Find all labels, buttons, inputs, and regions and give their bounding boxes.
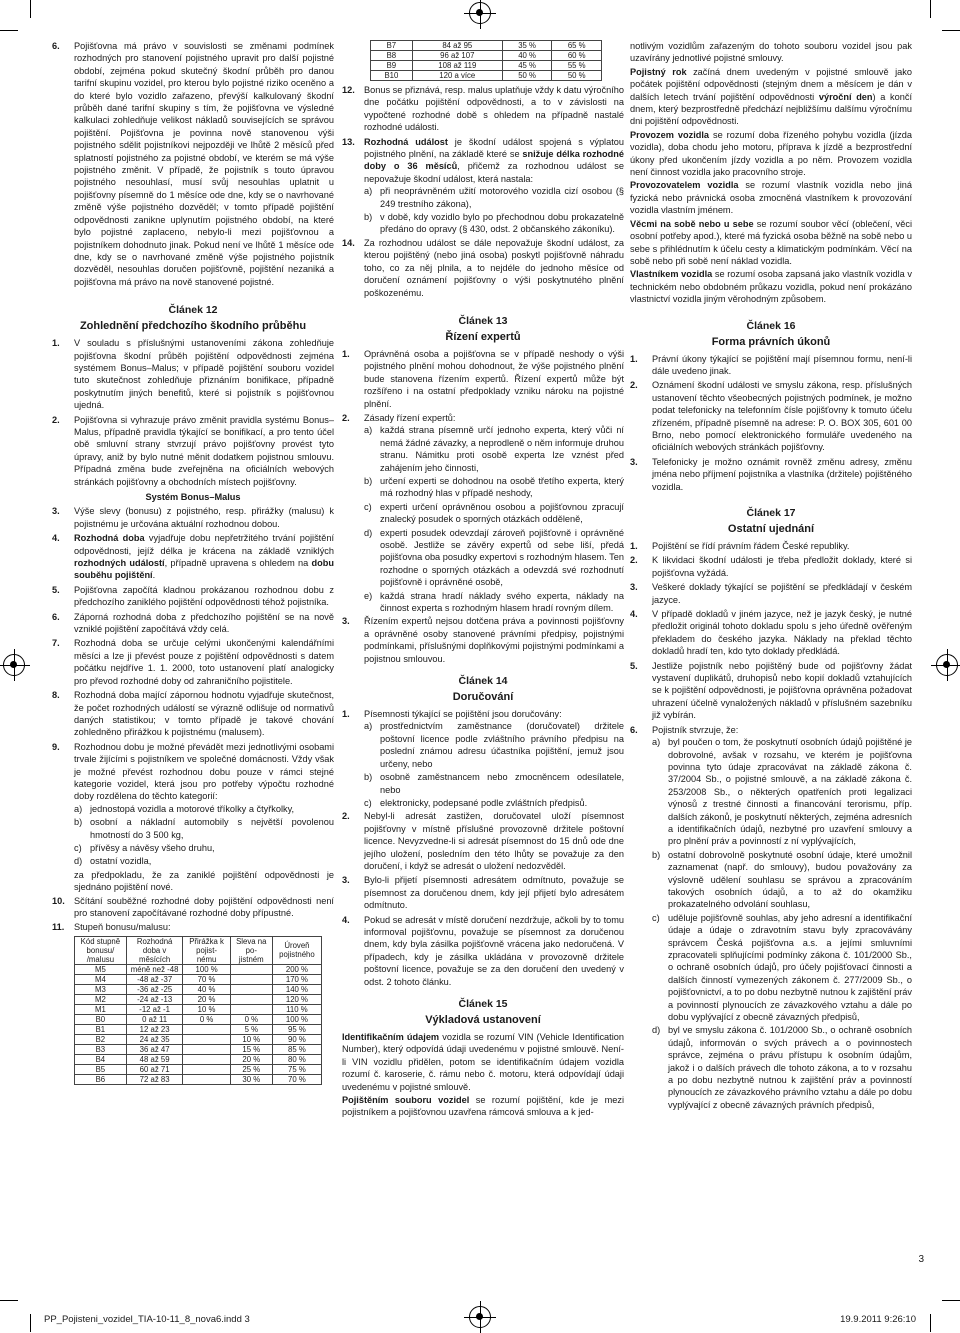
table-cell: 170 % xyxy=(272,974,321,984)
table-cell: 120 % xyxy=(272,994,321,1004)
list-item-marker: c) xyxy=(74,842,82,853)
paragraph: 2. Nebyl-li adresát zastižen, doručovatel uloží písemnost pojišťovny v místně příslušné provozovně držitele poštovní licence. Nevyzvedne-li si adresát písemnost do 15 dnů ode dne jejího uložení, posledním den této lhůty se považuje za den doručení, i když se adresát o uložení nedozvěděl. xyxy=(342,811,624,871)
paragraph: 4. Rozhodná doba vyjadřuje dobu nepřetržitého trvání pojištění odpovědnosti, jejíž délka je krácena na základě vzniklých rozhodných událostí, případně upravena s ohledem na dobu souběhu pojištění. xyxy=(52,533,334,581)
article-14-subtitle: Doručování xyxy=(452,691,514,704)
paragraph: 1. Písemnosti týkající se pojištění jsou doručovány: xyxy=(342,709,562,720)
table-cell xyxy=(230,984,272,994)
paragraph-number: 6. xyxy=(52,41,60,51)
table-cell: M4 xyxy=(75,974,127,984)
list-item-marker: d) xyxy=(364,527,373,538)
list-item xyxy=(630,736,912,848)
table-cell: 84 až 95 xyxy=(412,41,502,51)
list-item xyxy=(342,501,624,526)
definition: Věcmi na sobě nebo u sebe se rozumí soubor věcí (oblečení, věci osobní potřeby apod.), které má fyzická osoba běžně na sobě nebo u sebe s přihlédnutím k účelu cesty a klimatickým podmínkám. Věcí na sobě nebo při sobě není náklad vozidla. xyxy=(630,218,912,266)
definition: Provozem vozidla se rozumí doba řízeného pohybu vozidla (jízda vozidla), doba chodu jeho motoru, příprava k jízdě a bezprostřední úkony před ukončením jízdy vozidla a po něm. Provozem vozidla není činnost vozidla jako pracovního stroje. xyxy=(630,129,912,178)
crop-mark xyxy=(930,0,931,18)
article-13-title: Článek 13 xyxy=(458,314,508,327)
table-cell: -12 až -1 xyxy=(126,1004,183,1014)
bonus-malus-table xyxy=(74,936,322,1085)
table-cell: 35 % xyxy=(502,41,552,51)
table-row xyxy=(75,1074,322,1084)
list-item xyxy=(630,849,912,911)
list-item-marker: c) xyxy=(652,912,660,923)
definition: Identifikačním údajem vozidla se rozumí VIN (Vehicle Identification Number), který odpovídá údaji uvedenému v pojistné smlouvě. Není-li VIN vozidlu přidělen, potom se identifikačním údajem vozidla rozumí č. karoserie, č. rámu nebo č. motoru, která odpovídají údaji uvedenému v pojistné smlouvě. xyxy=(342,1032,624,1092)
paragraph: 11. Stupeň bonusu/malusu: xyxy=(52,922,171,933)
table-cell: B1 xyxy=(75,1024,127,1034)
table-cell: 20 % xyxy=(230,1054,272,1064)
paragraph: 13. Rozhodná událost je škodní událost spojená s výplatou pojistného plnění, na základě které se snižuje délka rozhodné doby o 36 měsíců, přičemž za rozhodnou událost se nepovažuje škodní událost, která nastala: xyxy=(342,136,624,184)
list-item xyxy=(630,912,912,1024)
table-cell: B8 xyxy=(371,51,413,61)
table-cell: B5 xyxy=(75,1064,127,1074)
list-item-marker: b) xyxy=(364,475,373,486)
table-cell: 80 % xyxy=(272,1054,321,1064)
table-cell: 100 % xyxy=(272,1014,321,1024)
table-cell xyxy=(230,1004,272,1014)
paragraph: 2. Pojišťovna si vyhrazuje právo změnit pravidla systému Bonus–Malus, případně pravidla týkající se bonifikací, a pro tento účel obě smluvní strany stvrzují právo pojišťovny provést tyto úpravy, aniž by bylo nutné měnit dodatkem pojistnou smlouvu. Případná změna bude zveřejněna na oficiálních webových stránkách pojišťovny a obchodních místech pojišťovny. xyxy=(52,414,334,487)
list xyxy=(52,803,334,868)
table-cell: 96 až 107 xyxy=(412,51,502,61)
list-item-marker: d) xyxy=(74,856,83,867)
table-cell: 36 až 47 xyxy=(126,1044,183,1054)
article-13-subtitle: Řízení expertů xyxy=(445,330,521,343)
table-cell: B6 xyxy=(75,1074,127,1084)
paragraph: 2. Zásady řízení expertů: xyxy=(342,412,456,423)
registration-mark-left xyxy=(3,654,25,676)
paragraph: 8. Rozhodná doba mající zápornou hodnotu vyjadřuje skutečnost, že počet rozhodných událostí se výrazně odlišuje od normativů daných statistikou; v tomto případě je takové chování zohledněno přirážkou k pojistnému (malusem). xyxy=(52,690,334,738)
paragraph: 5. Pojišťovna započítá kladnou prokázanou rozhodnou dobu z předchozího zaniklého pojištění odpovědnosti téhož pojistníka. xyxy=(52,584,334,608)
list-item-text: osobně zaměstnancem nebo zmocněncem odesílatele, nebo xyxy=(380,772,624,795)
list-item xyxy=(630,1024,912,1111)
table-cell xyxy=(183,1054,230,1064)
list-item xyxy=(342,475,624,500)
article-17-title: Článek 17 xyxy=(746,507,796,519)
table-row xyxy=(75,984,322,994)
table-cell: 0 až 11 xyxy=(126,1014,183,1024)
definition-continuation: notlivým vozidlům zařazeným do tohoto souboru vozidel jsou pak uzavírány jednotlivé pojistné smlouvy. xyxy=(630,41,912,64)
list-item-text: osobní a nákladní automobily s největší povolenou hmotností do 3 500 kg, xyxy=(90,817,334,840)
list-item-marker: e) xyxy=(364,590,373,601)
list-item-text: při neoprávněném užití motorového vozidla cizí osobou (§ 249 trestního zákona), xyxy=(380,186,624,209)
registration-mark-top xyxy=(469,2,491,24)
list-item xyxy=(52,842,334,854)
paragraph: 6. Pojistník stvrzuje, že: xyxy=(630,724,739,735)
table-row xyxy=(371,41,602,51)
table-cell: M3 xyxy=(75,984,127,994)
list-item-text: ostatní dobrovolně poskytnuté osobní údaje, které umožnil zaznamenat (např. do smlouvy), budou považovány za výslovně udělení souhlasu se správou a zpracováním takových osobních údajů, a to až do okamžiku prokazatelného odvolání souhlasu, xyxy=(668,849,912,910)
table-cell: B0 xyxy=(75,1014,127,1024)
list-item xyxy=(342,185,624,210)
table-header: Kód stupně bonusu/ /malusu xyxy=(75,936,127,964)
paragraph: 1. Oprávněná osoba a pojišťovna se v případě neshody o výši pojistného plnění mohou dohodnout, že výše pojistného plnění bude stanovena řízením expertů. Řízení expertů může být rozšířeno i na ostatní předpoklady vzniku nároku na pojistné plnění. xyxy=(342,348,624,409)
table-cell xyxy=(183,1034,230,1044)
article-16-title: Článek 16 xyxy=(746,319,796,332)
table-row xyxy=(371,71,602,81)
table-cell: 90 % xyxy=(272,1034,321,1044)
table-cell: 50 % xyxy=(552,71,602,81)
paragraph: 1. Právní úkony týkající se pojištění mají písemnou formu, není-li dále uvedeno jinak. xyxy=(630,353,912,376)
definition: Pojistný rok začíná dnem uvedeným v pojistné smlouvě jako počátek pojištění odpovědnosti (stejným dnem a měsícem je dán v dalších letech trvání pojištění odpovědnosti výroční den) a končí dnem, který bezprostředně předchází nejbližšímu dalšímu výročnímu dni pojištění odpovědnosti. xyxy=(630,66,912,127)
definition: Provozovatelem vozidla se rozumí vlastník vozidla nebo jiná fyzická nebo právnická osoba zmocněná vlastníkem k provozování vozidla vlastním jménem. xyxy=(630,180,912,216)
table-cell: 200 % xyxy=(272,964,321,974)
list-item-text: ostatní vozidla, xyxy=(90,856,152,867)
table-row xyxy=(75,964,322,974)
table-cell: B3 xyxy=(75,1044,127,1054)
table-cell: 120 a více xyxy=(412,71,502,81)
table-row xyxy=(371,51,602,61)
table-row xyxy=(75,1054,322,1064)
list-item xyxy=(342,720,624,770)
article-12-title: Článek 12 xyxy=(168,304,218,317)
table-cell xyxy=(183,1024,230,1034)
table-cell: 15 % xyxy=(230,1044,272,1054)
crop-mark xyxy=(0,1300,18,1301)
table-cell xyxy=(183,1074,230,1084)
table-cell: 5 % xyxy=(230,1024,272,1034)
table-cell xyxy=(230,994,272,1004)
crop-mark xyxy=(30,0,31,18)
table-cell: B2 xyxy=(75,1034,127,1044)
article-14-title: Článek 14 xyxy=(458,675,508,688)
table-cell: 85 % xyxy=(272,1044,321,1054)
table-cell: 25 % xyxy=(230,1064,272,1074)
list-item-text: uděluje pojišťovně souhlas, aby jeho adresní a identifikační údaje a údaje o zdravotním stavu byly zpracovávány správcem Česká pojišťovna a.s. a jejími smluvními zpracovateli splňujícími podmínky zákona č. 101/2000 Sb., o ochraně osobních údajů, pro účely pojišťovací činnosti a dalších činností vymezených zákonem č. 277/2009 Sb., o pojišťovnictví, a to po dobu nezbytně nutnou k zajištění práv a povinností plynoucích ze závazkového vztahu a dále po dobu vyplývající z obecně závazných předpisů, xyxy=(668,912,913,1023)
table-row xyxy=(75,1034,322,1044)
page-number: 3 xyxy=(918,1254,924,1265)
paragraph: 3. Výše slevy (bonusu) z pojistného, resp. přirážky (malusu) k pojistnému je určována aktuální rozhodnou dobou. xyxy=(52,506,334,529)
table-cell: B7 xyxy=(371,41,413,51)
paragraph: 10. Sčítání souběžné rozhodné doby pojištění odpovědnosti není pro stanovení započítávané rozhodné doby přípustné. xyxy=(52,895,334,918)
paragraph: 7. Rozhodná doba se určuje celými ukončenými kalendářními měsíci a lze ji převést pouze z pojištění odpovědnosti s datem počátku nejdříve 1. 1. 2000, toto ustanovení platí analogicky pro převod rozhodné doby od zahraničního pojistitele. xyxy=(52,638,334,686)
table-cell: B10 xyxy=(371,71,413,81)
column-left xyxy=(52,40,334,1085)
list-item-text: prostřednictvím zaměstnance (doručovatel) držitele poštovní licence podle zvláštního právního předpisu na poslední známou adresu účastníka pojištění, jemuž jsou určeny, nebo xyxy=(380,721,624,769)
list-item-text: každá strana písemně určí jednoho experta, který vůči ní nemá žádné závazky, a neprodleně o něm informuje druhou stranu. Námitku proti osobě experta lze vznést před zahájením jeho činnosti, xyxy=(380,425,624,473)
table-cell: B9 xyxy=(371,61,413,71)
table-cell: 12 až 23 xyxy=(126,1024,183,1034)
table-row xyxy=(75,974,322,984)
paragraph xyxy=(52,40,334,288)
list-item-marker: a) xyxy=(364,721,373,732)
paragraph: 4. Pokud se adresát v místě doručení nezdržuje, ačkoli by to tomu informoval pojišťovnu, považuje se písemnost za doručenou dnem, kdy byla zásilka pojišťovně vrácena jako nedoručená. V případech, kdy je zásilka ukládána v provozovně držitele poštovní licence, považuje se za den doručení den uvedený v odst. 2 tohoto článku. xyxy=(342,914,624,987)
list-item-marker: d) xyxy=(652,1025,661,1036)
table-cell: 20 % xyxy=(183,994,230,1004)
article-15-subtitle: Výkladová ustanovení xyxy=(425,1014,541,1026)
table-row xyxy=(75,1044,322,1054)
table-cell: B4 xyxy=(75,1054,127,1064)
list-item-text: byl ve smyslu zákona č. 101/2000 Sb., o ochraně osobních údajů, informován o svých právech a o povinnostech správce, zejména o právu přístupu k osobním údajům, jakož i o dalších právech dle tohoto zákona, a to v rozsahu a po dobu nezbytně nutnou k zajištění práv a povinností plynoucích ze závazkového právního vztahu a dále po dobu vyplývající z obecně závazných právních předpisů, xyxy=(668,1025,912,1110)
table-cell: 110 % xyxy=(272,1004,321,1014)
footer-timestamp: 19.9.2011 9:26:10 xyxy=(840,1314,916,1325)
table-cell xyxy=(183,1044,230,1054)
table-cell: 24 až 35 xyxy=(126,1034,183,1044)
table-cell: 40 % xyxy=(502,51,552,61)
table-cell xyxy=(230,974,272,984)
paragraph: 12. Bonus se přiznává, resp. malus uplatňuje vždy k datu výročního dne počátku pojištění odpovědnosti, a to v závislosti na vypočtené rozhodné době s ohledem na případně nastalé rozhodné události. xyxy=(342,85,624,133)
paragraph-tail: za předpokladu, že za zaniklé pojištění odpovědnosti je sjednáno pojištění nové. xyxy=(74,869,334,893)
table-cell: 55 % xyxy=(552,61,602,71)
list-item-marker: b) xyxy=(74,817,83,828)
paragraph: 3. Bylo-li přijetí písemnosti adresátem odmítnuto, považuje se písemnost za doručenou dnem, kdy její přijetí bylo adresátem odmítnuto. xyxy=(342,875,624,911)
article-12-subtitle: Zohlednění předchozího škodního průběhu xyxy=(79,320,307,333)
paragraph: 2. K likvidaci škodní události je třeba předložit doklady, které si pojišťovna vyžádá. xyxy=(630,555,912,578)
table-cell: 95 % xyxy=(272,1024,321,1034)
crop-mark xyxy=(0,30,18,31)
paragraph: 14. Za rozhodnou událost se dále nepovažuje škodní událost, za kterou pojištěný (nebo jiná osoba) poskytl pojišťovně náhradu toho, co za něj plnila, a to nejdéle do jednoho měsíce od doručení oznámení pojišťovny o výši poskytnutého plnění poškozenému. xyxy=(342,237,624,298)
table-cell: 100 % xyxy=(183,964,230,974)
bonus-table-continuation xyxy=(370,40,602,81)
definition: Vlastníkem vozidla se rozumí osoba zapsaná jako vlastník vozidla v technickém nebo obdobném průkazu vozidla, pokud není prokázáno vlastnictví vozidla jiným věrohodným způsobem. xyxy=(630,269,912,305)
table-cell: -24 až -13 xyxy=(126,994,183,1004)
table-cell: 72 až 83 xyxy=(126,1074,183,1084)
table-cell: 10 % xyxy=(230,1034,272,1044)
table-cell: 0 % xyxy=(183,1014,230,1024)
list-item-text: byl poučen o tom, že poskytnutí osobních údajů pojištěné je dobrovolné, avšak v rozsahu, ve kterém je pojišťovna povinna tyto údaje zpracovávat na základě zákona č. 37/2004 Sb., o pojistné smlouvě, a na základě zákona č. 253/2008 Sb., o některých opatřeních proti legalizaci výnosů z trestné činnosti a financování terorismu, příp. dalších zákonů, je poskytnutí některých, zejména adresních a identifikačních údajů, nezbytné pro uzavření smlouvy a pro plnění práv a povinností z ní vyplývajících, xyxy=(668,737,912,847)
table-cell: méně než -48 xyxy=(126,964,183,974)
table-header: Přirážka k pojist-nému xyxy=(183,936,230,964)
list-item-marker: b) xyxy=(364,212,373,223)
table-row xyxy=(75,1024,322,1034)
table-cell: -48 až -37 xyxy=(126,974,183,984)
table-header: Úroveň pojistného xyxy=(272,936,321,964)
table-cell: -36 až -25 xyxy=(126,984,183,994)
list-item-text: určení experti se dohodnou na osobě třetího experta, který má rozhodný hlas v případě neshody, xyxy=(380,475,624,499)
column-right xyxy=(630,40,912,1112)
list-item-marker: a) xyxy=(652,737,661,748)
paragraph: 1. Pojištění se řídí právním řádem České republiky. xyxy=(630,541,850,551)
table-row xyxy=(75,994,322,1004)
table-cell xyxy=(183,1064,230,1074)
column-middle xyxy=(342,40,624,1120)
table-cell: 70 % xyxy=(183,974,230,984)
footer-filename: PP_Pojisteni_vozidel_TIA-10-11_8_nova6.indd 3 xyxy=(44,1314,250,1325)
paragraph: 5. Jestliže pojistník nebo pojištěný bude od pojišťovny žádat vystavení duplikátů, druhopisů nebo kopií dokladů vztahujících se k pojištění odpovědnosti, je pojišťovna oprávněna požadovat uhrazení účelně vynaložených nákladů v příslušném sazebníku již vybírán. xyxy=(630,660,912,721)
table-cell: M2 xyxy=(75,994,127,1004)
list-item-marker: b) xyxy=(652,849,661,860)
table-cell: 65 % xyxy=(552,41,602,51)
table-cell: 10 % xyxy=(183,1004,230,1014)
table-cell: 48 až 59 xyxy=(126,1054,183,1064)
article-15-title: Článek 15 xyxy=(458,998,508,1010)
list-item-marker: a) xyxy=(364,186,373,197)
table-header: Rozhodná doba v měsících xyxy=(126,936,183,964)
table-row xyxy=(75,1064,322,1074)
paragraph: 3. Veškeré doklady týkající se pojištění se předkládají v českém jazyce. xyxy=(630,582,912,605)
list-item-text: v době, kdy vozidlo bylo po přechodnou dobu prokazatelně předáno do opravy (§ 430, odst. 2 občanského zákoníku). xyxy=(380,212,624,235)
list-item xyxy=(342,211,624,236)
list-item xyxy=(342,424,624,474)
paragraph-text: Pojišťovna má právo v souvislosti se změnami podmínek rozhodných pro stanovení pojistného upravit pro další pojistné období, zejména pokud skutečný škodní průběh pro danou tarifní skupinu vozidel, pro kterou bylo pojistné riziko oceněno a do které bylo vozidlo zařazeno, převýší kalkulovaný škodní průběh dané tarifní skupiny s tím, že pojišťovna ve výsledné kalkulaci zohledňuje velikost nákladů souvisejících se správou pojištění. Pojišťovna je povinna nově stanovenou výši pojistného sdělit pojistníkovi nejpozději ve lhůtě 2 měsíců před splatností pojistného za pojistné období, ve kterém se má výše pojistného změnit. V případě, že pojistník s touto úpravou pojistného nesouhlasí, musí svůj nesouhlas uplatnit u pojišťovny písemně do 1 měsíce ode dne, kdy se o navrhované změně výše pojistného dozvěděl; v tomto případě pojištění odpovědnosti zanikne uplynutím pojistného období, na které bylo pojistné zaplaceno, nebylo-li mezi pojišťovnou a pojistníkem dohodnuto jinak. Pokud není ve lhůtě 1 měsíce ode dne, kdy se o navrhované změně výše pojistného pojistník dozvěděl, nesouhlas doručen pojišťovně, pojištění nezaniká a pojišťovna má právo na nově stanovené pojistné. xyxy=(74,41,334,287)
paragraph: 1. V souladu s příslušnými ustanoveními zákona zohledňuje pojišťovna škodní průběh pojištění odpovědnosti zejména systémem Bonus–Malus; v případě pojištění souboru vozidel tuto skutečnost zohledňuje přiznáním bonifikace, případně poskytnutím jiných benefitů, které si pojistník s pojišťovnou ujedná. xyxy=(52,338,334,411)
table-cell: 75 % xyxy=(272,1064,321,1074)
table-cell: 60 % xyxy=(552,51,602,61)
list-item-marker: c) xyxy=(364,797,372,808)
table-cell: 30 % xyxy=(230,1074,272,1084)
table-header: Sleva na po-jistném xyxy=(230,936,272,964)
paragraph: 9. Rozhodnou dobu je možné převádět mezi jednotlivými osobami trvale žijícími s pojistníkem ve společné domácnosti. Vždy však je možné převést rozhodnou dobu pouze v rámci stejné kategorie vozidel, která jsou pro potřeby výpočtu rozhodné doby rozdělena do těchto kategorií: xyxy=(52,741,334,802)
table-cell: 45 % xyxy=(502,61,552,71)
table-row xyxy=(371,61,602,71)
article-17-subtitle: Ostatní ujednání xyxy=(727,523,815,535)
list-item xyxy=(52,816,334,841)
paragraph: 3. Řízením expertů nejsou dotčena práva a povinnosti pojišťovny a oprávněné osoby stanovené právními předpisy, pojistnými podmínkami, příslušnými doplňkovými pojistnými podmínkami a pojistnou smlouvou. xyxy=(342,616,624,664)
list xyxy=(342,424,624,614)
list-item-text: experti určení oprávněnou osobou a pojišťovnou zpracují znalecký posudek o sporných otázkách odděleně, xyxy=(380,501,624,525)
definition: Pojištěním souboru vozidel se rozumí pojištění, kde je mezi pojistníkem a pojišťovnou uzavřena rámcová smlouva a k jed- xyxy=(342,1095,624,1118)
list-item-text: každá strana hradí náklady svého experta, náklady na činnost experta s rozhodným hlasem hradí rovným dílem. xyxy=(380,590,624,614)
list-item-text: jednostopá vozidla a motorové tříkolky a čtyřkolky, xyxy=(90,803,295,814)
table-cell: 70 % xyxy=(272,1074,321,1084)
list-item xyxy=(342,590,624,615)
section-heading: Systém Bonus–Malus xyxy=(145,492,241,502)
crop-mark xyxy=(942,1300,960,1301)
paragraph: 6. Záporná rozhodná doba z předchozího pojištění se na nově vzniklé pojištění započítává vždy celá. xyxy=(52,611,334,635)
table-cell: 140 % xyxy=(272,984,321,994)
table-cell: 0 % xyxy=(230,1014,272,1024)
list xyxy=(630,736,912,1111)
paragraph: 3. Telefonicky je možno oznámit rovněž změnu adresy, změnu jména nebo příjmení pojistníka a vlastníka (držitele) pojištěného vozidla. xyxy=(630,456,912,492)
table-cell xyxy=(230,964,272,974)
list-item-text: elektronicky, podepsané podle zvláštních předpisů. xyxy=(380,797,588,808)
table-cell: 60 až 71 xyxy=(126,1064,183,1074)
paragraph: 4. V případě dokladů v jiném jazyce, než je jazyk český, je nutné předložit originál tohoto dokladu spolu s jeho úředně ověřeným překladem do českého jazyka. Náklady na překlad těchto dokladů hradí ten, kdo tyto doklady předkládá. xyxy=(630,609,912,657)
list-item-marker: c) xyxy=(364,501,372,512)
paragraph: 2. Oznámení škodní události ve smyslu zákona, resp. příslušných ustanovení těchto všeobecných pojistných podmínek, je možno podat telefonicky na telefonním čísle pojišťovny k tomuto účelu zřízeném, případně písemně na adrese: P. O. BOX 305, 601 00 Brno, nebo pomocí elektronického formuláře uvedeného na oficiálních webových stránkách pojišťovny. xyxy=(630,380,912,453)
table-cell: 50 % xyxy=(502,71,552,81)
list-item-marker: b) xyxy=(364,772,373,783)
list xyxy=(342,185,624,236)
list-item-marker: a) xyxy=(364,425,373,436)
table-cell: M1 xyxy=(75,1004,127,1014)
crop-mark xyxy=(930,1314,931,1332)
list-item-marker: a) xyxy=(74,803,83,814)
crop-mark xyxy=(30,1314,31,1332)
table-cell: M5 xyxy=(75,964,127,974)
list-item xyxy=(52,803,334,815)
crop-mark xyxy=(942,30,960,31)
list-item xyxy=(342,527,624,589)
list-item xyxy=(342,797,624,809)
list-item xyxy=(52,855,334,867)
list-item-text: přívěsy a návěsy všeho druhu, xyxy=(90,842,215,853)
list-item-text: experti posudek odevzdají zároveň pojišťovně i oprávněné osobě. Jestliže se závěry expertů od sebe liší, předá pojišťovna oba posudky expertovi s rozhodným hlasem. Ten rozhodne o sporných otázkách a odevzdá své rozhodnutí pojišťovně i oprávněné osobě, xyxy=(380,527,624,588)
registration-mark-bottom xyxy=(469,1306,491,1328)
table-cell: 40 % xyxy=(183,984,230,994)
table-row xyxy=(75,1004,322,1014)
list xyxy=(342,720,624,809)
table-row xyxy=(75,1014,322,1024)
article-16-subtitle: Forma právních úkonů xyxy=(711,335,831,348)
table-cell: 108 až 119 xyxy=(412,61,502,71)
list-item xyxy=(342,771,624,796)
registration-mark-right xyxy=(936,654,958,676)
